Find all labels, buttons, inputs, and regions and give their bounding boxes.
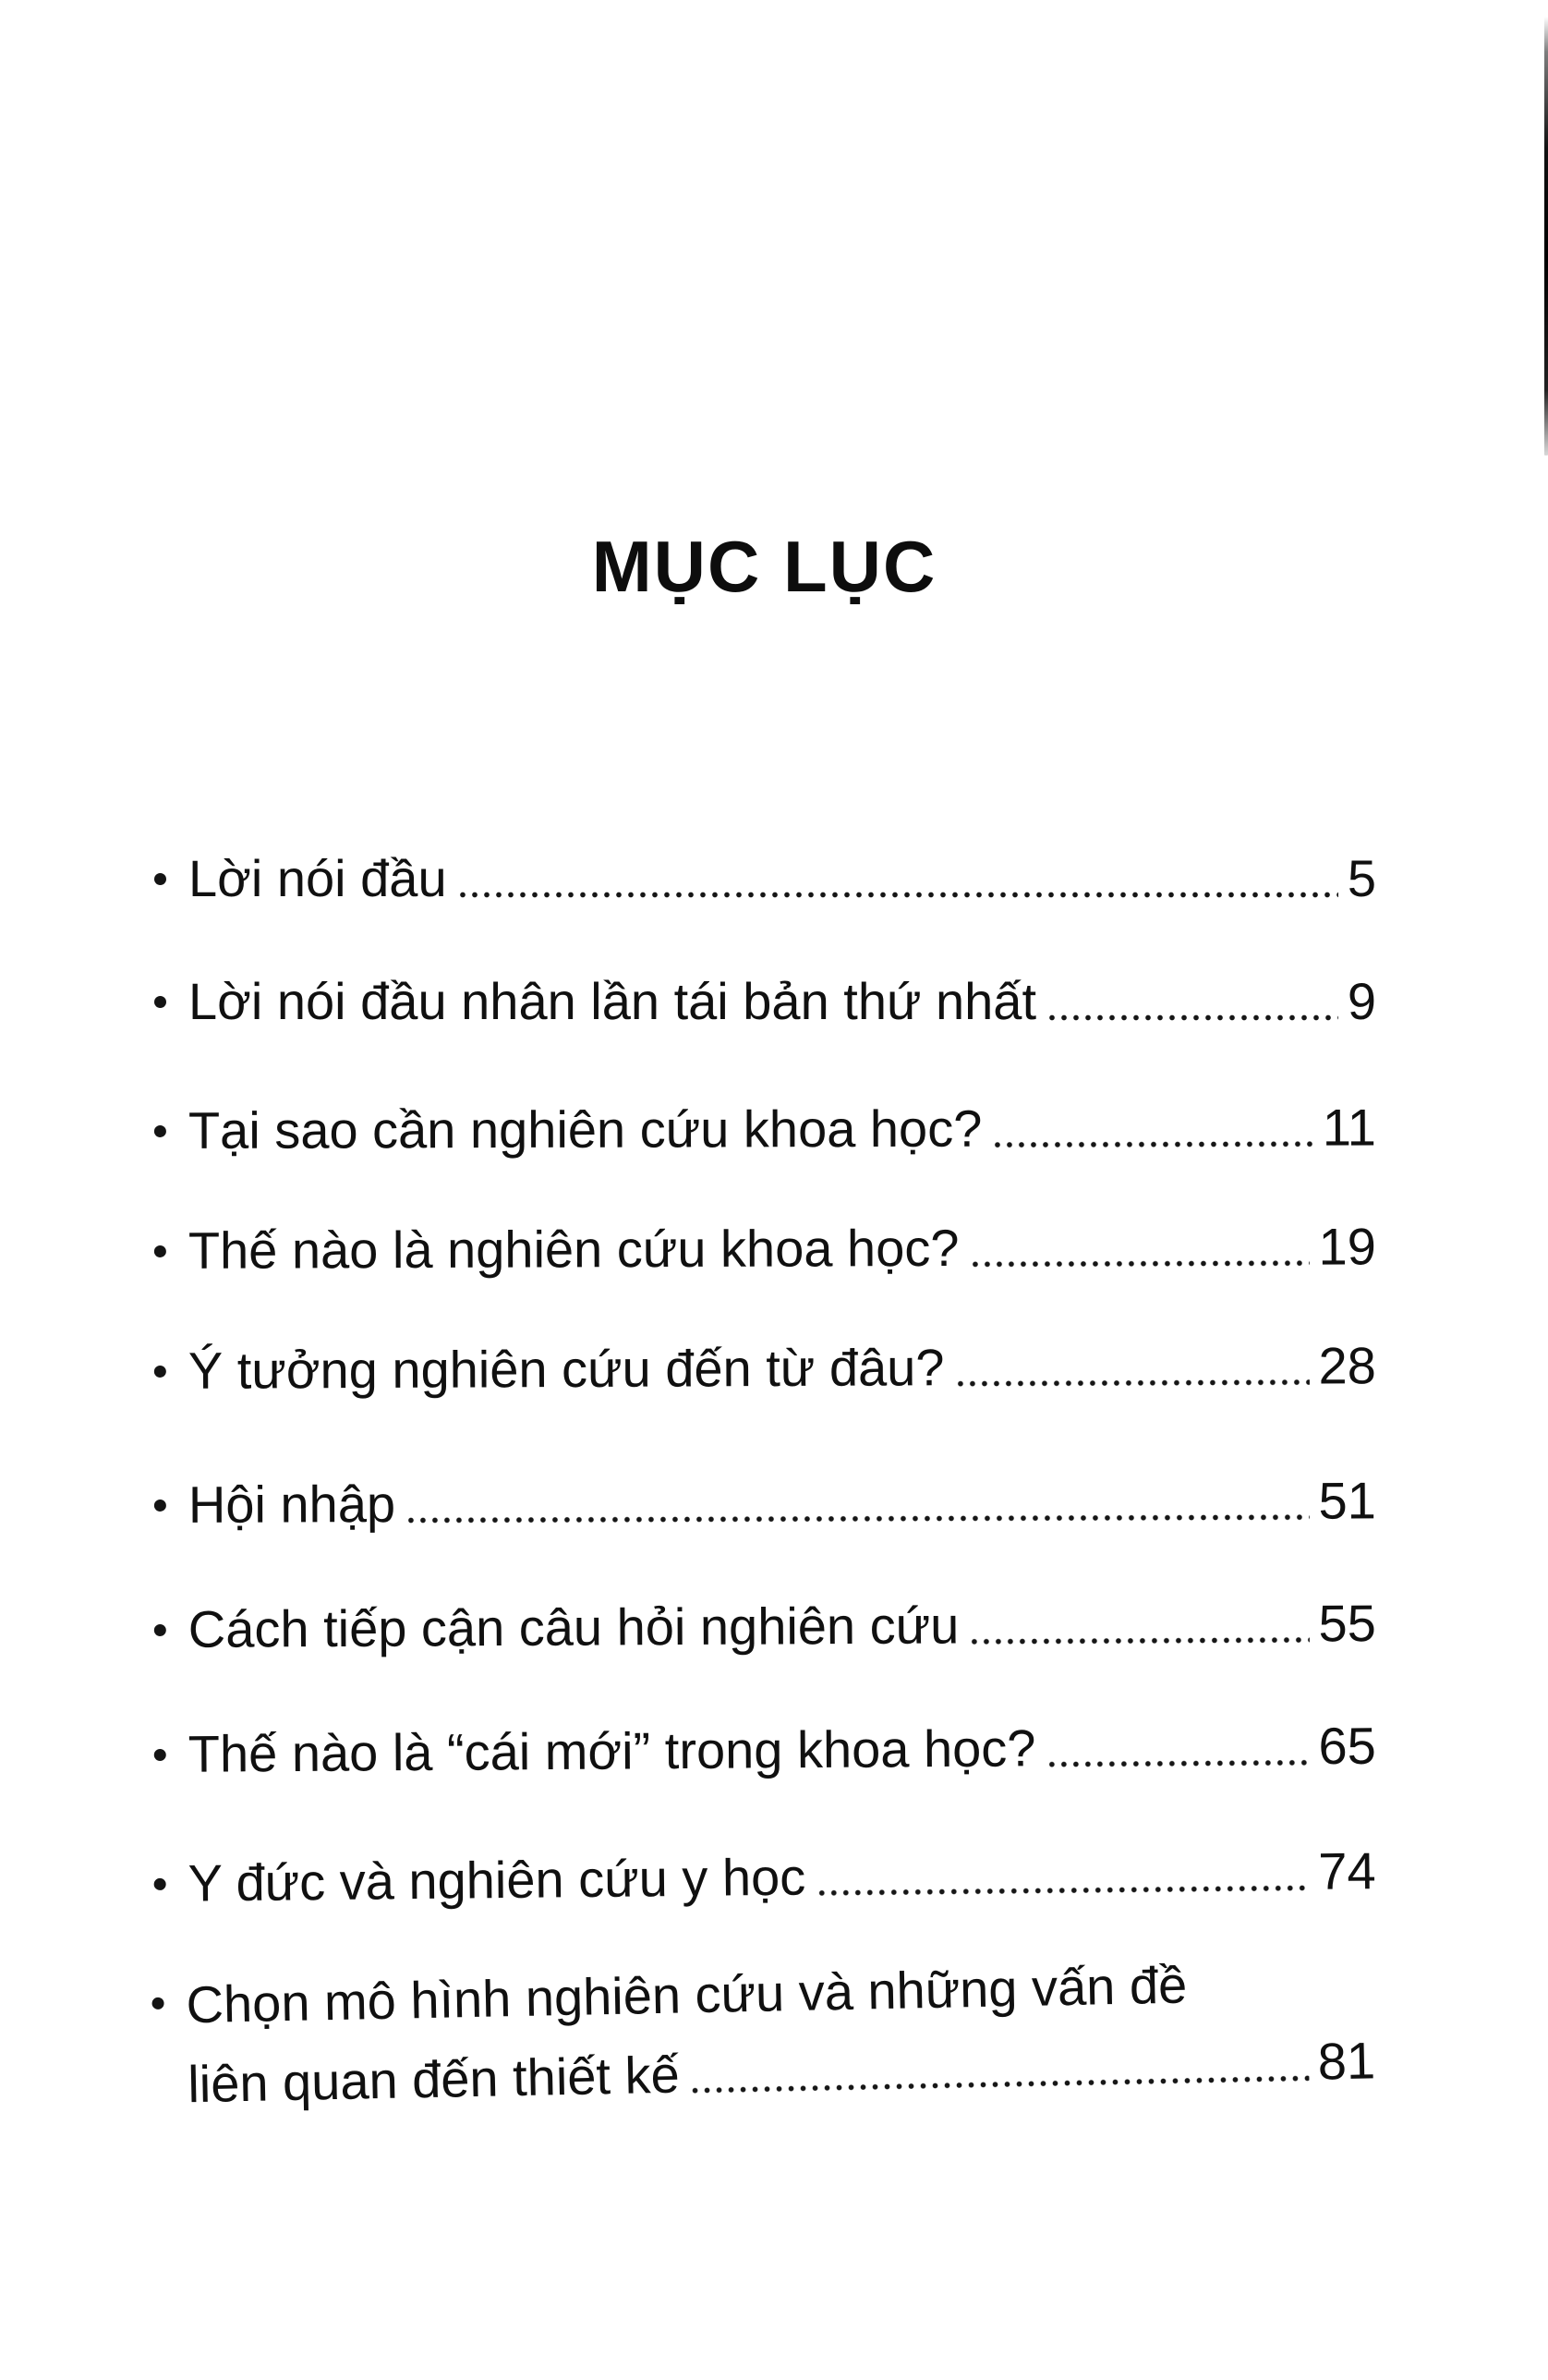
dot-leader xyxy=(458,892,1338,898)
toc-entry-title: Hội nhập xyxy=(187,1475,396,1534)
toc-page-number: 51 xyxy=(1318,1471,1376,1530)
bullet-icon xyxy=(154,1624,166,1636)
dot-leader xyxy=(816,1885,1309,1897)
dot-leader xyxy=(1047,1014,1338,1021)
page-title: MỤC LỤC xyxy=(591,526,937,607)
scan-artifact-line xyxy=(1544,17,1548,455)
toc-entry xyxy=(152,848,1376,909)
bullet-icon xyxy=(154,1500,166,1512)
bullet-icon xyxy=(154,1878,166,1890)
toc-page-number: 11 xyxy=(1322,1098,1376,1157)
toc-page-number: 81 xyxy=(1317,2031,1376,2091)
toc-page-number: 9 xyxy=(1347,972,1376,1030)
bullet-icon xyxy=(154,1125,166,1137)
toc-entry xyxy=(152,1470,1376,1536)
dot-leader xyxy=(691,2075,1309,2094)
toc-page-number: 28 xyxy=(1318,1336,1376,1395)
bullet-icon xyxy=(154,873,166,885)
dot-leader xyxy=(406,1514,1310,1524)
toc-page-number: 74 xyxy=(1317,1841,1376,1900)
bullet-icon xyxy=(154,1245,166,1257)
toc-entry-title: Thế nào là “cái mới” trong khoa học? xyxy=(187,1718,1036,1783)
bullet-icon xyxy=(154,1749,166,1761)
toc-entry xyxy=(152,971,1376,1032)
toc-entry xyxy=(151,1840,1376,1914)
dot-leader xyxy=(1046,1759,1309,1767)
dot-leader xyxy=(993,1141,1312,1148)
dot-leader xyxy=(970,1636,1309,1645)
toc-entry-title: Thế nào là nghiên cứu khoa học? xyxy=(187,1218,960,1280)
toc-entry-body xyxy=(186,1950,1376,2115)
toc-entry-title-line1: Chọn mô hình nghiên cứu và những vấn đề xyxy=(185,1955,1188,2034)
toc-entry-title: Lời nói đầu xyxy=(188,849,447,907)
bullet-icon xyxy=(151,1998,163,2010)
toc-entry-title: Lời nói đầu nhân lần tái bản thứ nhất xyxy=(188,972,1037,1030)
dot-leader xyxy=(970,1260,1309,1268)
toc-entry xyxy=(152,1216,1376,1281)
toc-page-number: 5 xyxy=(1347,849,1376,907)
toc-page-number: 19 xyxy=(1318,1217,1376,1276)
toc-entry-title: Ý tưởng nghiên cứu đến từ đâu? xyxy=(187,1338,945,1400)
toc-entry-title-line2: liên quan đến thiết kế xyxy=(187,2045,681,2114)
toc-entry xyxy=(152,1098,1376,1161)
toc-entry xyxy=(150,1950,1376,2116)
bullet-icon xyxy=(154,1366,166,1378)
toc-entry xyxy=(152,1593,1376,1660)
toc-entry-title: Cách tiếp cận câu hỏi nghiên cứu xyxy=(187,1596,960,1658)
toc-entry xyxy=(152,1335,1376,1402)
bullet-icon xyxy=(154,996,166,1008)
toc-entry-title: Tại sao cần nghiên cứu khoa học? xyxy=(187,1099,983,1160)
dot-leader xyxy=(956,1379,1310,1388)
toc-entry-title: Y đức và nghiên cứu y học xyxy=(187,1847,806,1912)
toc-page-number: 55 xyxy=(1318,1594,1376,1653)
toc-entry-line2 xyxy=(187,2030,1376,2115)
toc-entry xyxy=(152,1716,1376,1785)
toc-page-number: 65 xyxy=(1318,1716,1376,1776)
page-title-wrap xyxy=(152,525,1376,609)
